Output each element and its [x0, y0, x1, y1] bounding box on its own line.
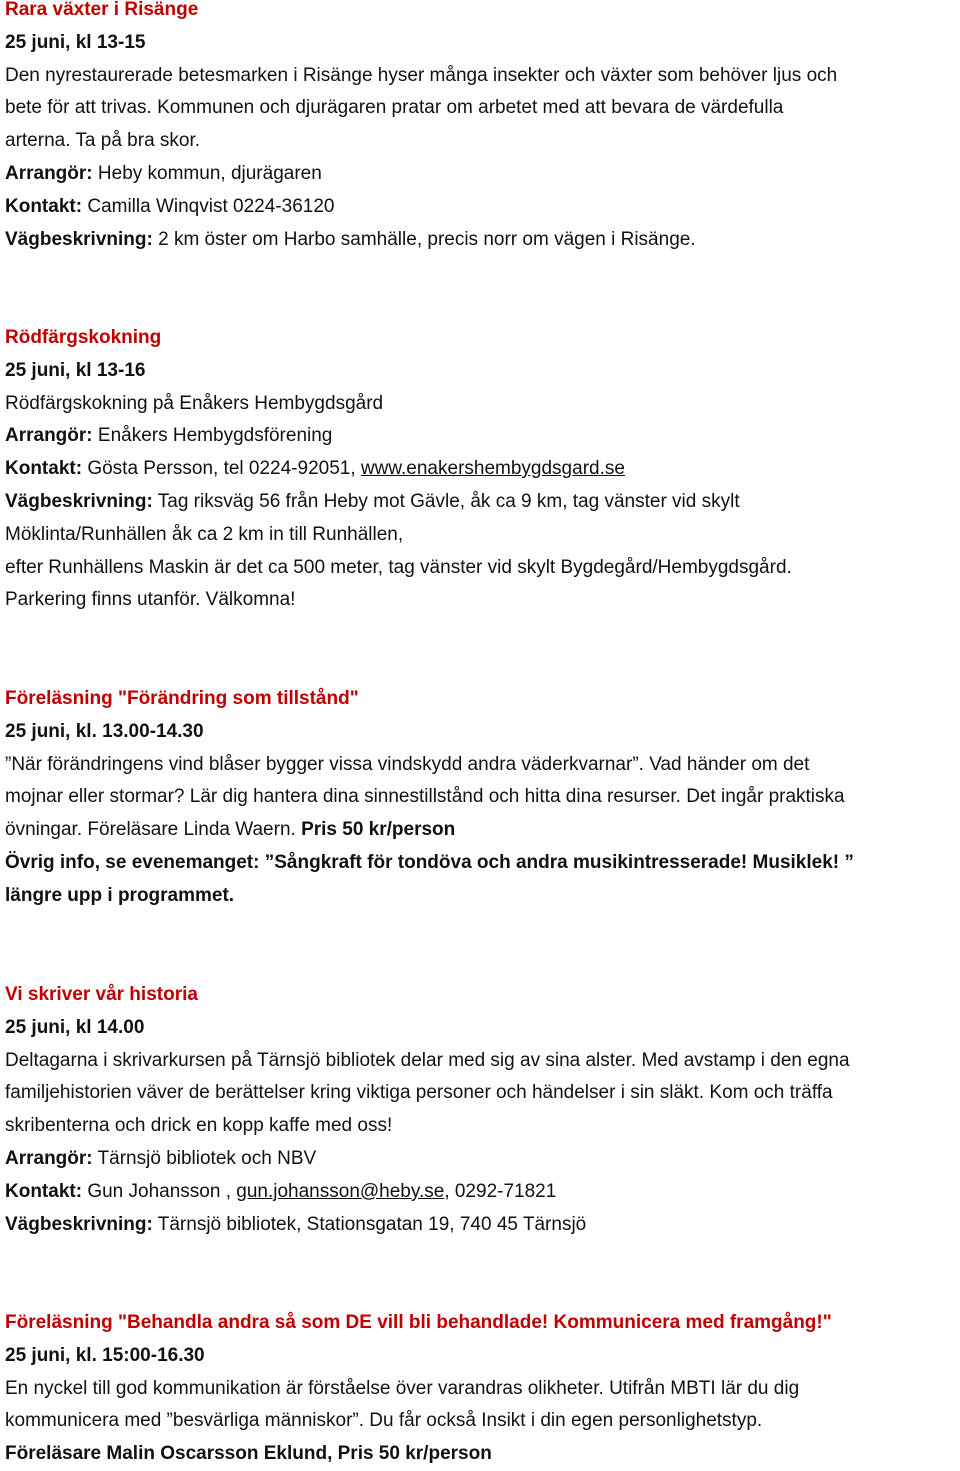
event-description-text: övningar. Föreläsare Linda Waern. [5, 819, 302, 841]
event-description: familjehistorien väver de berättelser kring viktiga personer och händelser i sin släkt. Kom och träffa [5, 1082, 833, 1104]
event-forelasning-forandring [5, 683, 957, 913]
event-description: kommunicera med ”besvärliga människor”. Du får också Insikt i din egen personlighetstyp. [5, 1410, 763, 1432]
website-link[interactable]: www.enakershembygdsgard.se [360, 458, 625, 480]
contact-label: Kontakt: [5, 458, 83, 480]
organizer-row [5, 158, 957, 191]
directions-continued: efter Runhällens Maskin är det ca 500 meter, tag vänster vid skylt Bygdegård/Hembygdsgård. [5, 556, 792, 578]
event-description: mojnar eller stormar? Lär dig hantera dina sinnestillstånd och hitta dina resurser. Det ingår praktiska [5, 786, 845, 808]
event-date: 25 juni, kl 13-15 [5, 31, 146, 53]
event-description: Deltagarna i skrivarkursen på Tärnsjö bibliotek delar med sig av sina alster. Med avstamp i den egna [5, 1049, 850, 1071]
event-description: skribenterna och drick en kopp kaffe med oss! [5, 1115, 393, 1137]
organizer-value: Enåkers Hembygdsförening [92, 425, 333, 447]
event-description: Rödfärgskokning på Enåkers Hembygdsgård [5, 392, 384, 414]
directions-row [5, 224, 957, 257]
event-rara-vaxter [5, 0, 957, 256]
event-title: Vi skriver vår historia [5, 984, 198, 1005]
event-forelasning-behandla [5, 1307, 957, 1471]
organizer-label: Arrangör: [5, 425, 93, 447]
event-description [5, 814, 957, 847]
event-description: Den nyrestaurerade betesmarken i Risänge hyser många insekter och växter som behöver ljus och [5, 64, 838, 86]
event-date: 25 juni, kl 13-16 [5, 359, 146, 381]
event-vi-skriver [5, 979, 957, 1241]
price-text: Pris 50 kr/person [301, 819, 456, 841]
directions-value: 2 km öster om Harbo samhälle, precis norr om vägen i Risänge. [152, 228, 696, 250]
other-info: längre upp i programmet. [5, 884, 235, 906]
contact-label: Kontakt: [5, 195, 83, 217]
organizer-label: Arrangör: [5, 162, 93, 184]
event-description: ”När förändringens vind blåser bygger vissa vindskydd andra väderkvarnar”. Vad händer om det [5, 753, 810, 775]
event-title: Rara växter i Risänge [5, 0, 199, 20]
contact-value: Camilla Winqvist 0224-36120 [82, 195, 335, 217]
email-link[interactable]: gun.johansson@heby.se [236, 1180, 445, 1202]
event-description: bete för att trivas. Kommunen och djurägaren pratar om arbetet med att bevara de värdefulla [5, 97, 784, 119]
event-description: arterna. Ta på bra skor. [5, 130, 201, 152]
directions-row [5, 1209, 957, 1242]
organizer-label: Arrangör: [5, 1147, 93, 1169]
organizer-row [5, 420, 957, 453]
event-rodfargskokning [5, 322, 957, 617]
contact-phone: , 0292-71821 [444, 1180, 557, 1202]
directions-label: Vägbeskrivning: [5, 490, 153, 512]
event-title: Föreläsning "Behandla andra så som DE vill bli behandlade! Kommunicera med framgång!" [5, 1312, 832, 1333]
directions-value: Tärnsjö bibliotek, Stationsgatan 19, 740 45 Tärnsjö [152, 1213, 587, 1235]
contact-row [5, 453, 957, 486]
event-date: 25 juni, kl 14.00 [5, 1016, 145, 1038]
contact-label: Kontakt: [5, 1180, 83, 1202]
speaker-and-price: Föreläsare Malin Oscarsson Eklund, Pris 50 kr/person [5, 1443, 492, 1465]
directions-label: Vägbeskrivning: [5, 228, 153, 250]
event-title: Föreläsning "Förändring som tillstånd" [5, 688, 359, 709]
event-description: En nyckel till god kommunikation är förståelse över varandras olikheter. Utifrån MBTI lär du dig [5, 1377, 800, 1399]
other-info: Övrig info, se evenemanget: ”Sångkraft för tondöva och andra musikintresserade! Musiklek! ” [5, 851, 854, 873]
event-date: 25 juni, kl. 15:00-16.30 [5, 1344, 205, 1366]
contact-value: Gösta Persson, tel 0224-92051, [82, 458, 361, 480]
contact-row [5, 191, 957, 224]
organizer-row [5, 1143, 957, 1176]
directions-value: Tag riksväg 56 från Heby mot Gävle, åk ca 9 km, tag vänster vid skylt [152, 490, 740, 512]
organizer-value: Heby kommun, djurägaren [92, 162, 322, 184]
contact-value: Gun Johansson , [82, 1180, 237, 1202]
event-date: 25 juni, kl. 13.00-14.30 [5, 720, 204, 742]
organizer-value: Tärnsjö bibliotek och NBV [92, 1147, 317, 1169]
contact-row [5, 1176, 957, 1209]
event-title: Rödfärgskokning [5, 327, 162, 348]
directions-label: Vägbeskrivning: [5, 1213, 153, 1235]
directions-continued: Parkering finns utanför. Välkomna! [5, 589, 296, 611]
directions-continued: Möklinta/Runhällen åk ca 2 km in till Runhällen, [5, 523, 404, 545]
directions-row [5, 486, 957, 519]
